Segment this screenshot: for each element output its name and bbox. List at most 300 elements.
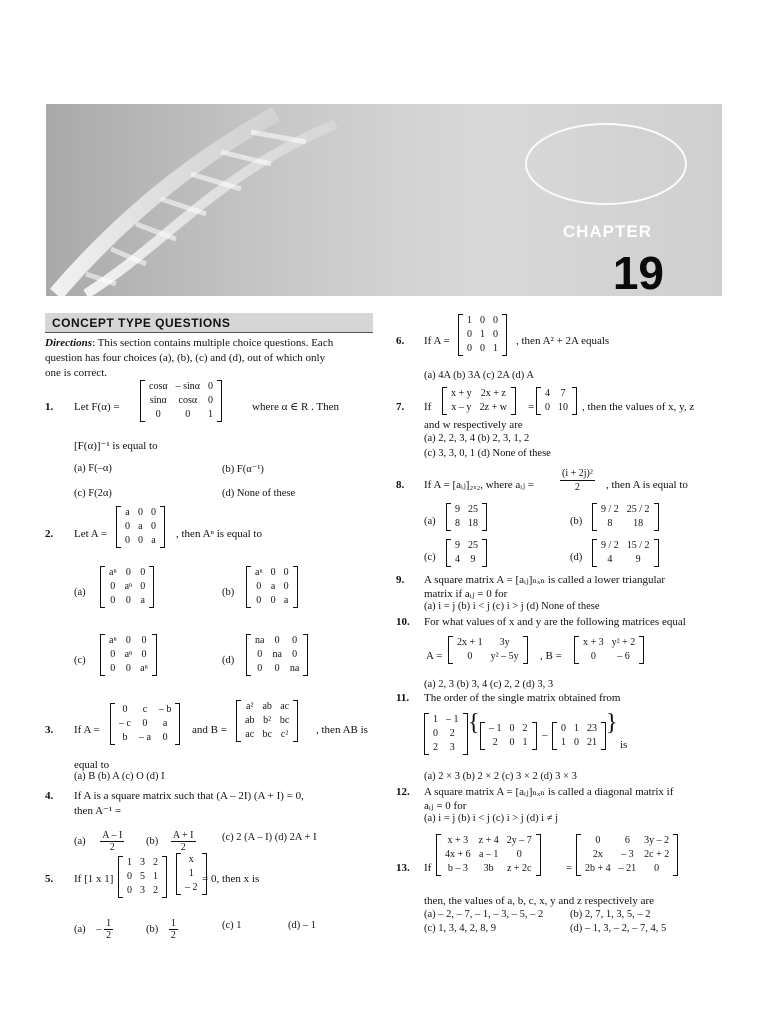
- matrix-cell: 1: [493, 343, 498, 354]
- matrix-cell: 3b: [483, 863, 494, 874]
- fraction-denominator: 2: [170, 930, 176, 941]
- q10-a-label: A =: [426, 650, 443, 662]
- matrix-cell: 0: [590, 651, 596, 662]
- matrix-row: [105, 566, 149, 580]
- matrix-row: [429, 713, 463, 727]
- matrix-cell: 0: [283, 581, 289, 592]
- matrix-row: [597, 539, 654, 553]
- q11-options: (a) 2 × 3 (b) 2 × 2 (c) 3 × 2 (d) 3 × 3: [424, 771, 577, 782]
- matrix-cell: 0: [467, 651, 473, 662]
- matrix-cell: b²: [263, 715, 272, 726]
- q8-option-b-matrix: [592, 503, 659, 531]
- matrix-table: [251, 566, 293, 608]
- matrix-cell: ac: [245, 729, 255, 740]
- q2-option-c-matrix: [100, 634, 157, 676]
- matrix-cell: 25: [468, 504, 478, 515]
- matrix-cell: 0: [110, 595, 116, 606]
- matrix-cell: c: [142, 704, 148, 715]
- matrix-cell: 18: [633, 518, 644, 529]
- matrix-cell: 3: [140, 857, 145, 868]
- matrix-cell: 1: [127, 857, 132, 868]
- matrix-cell: 2x + z: [480, 388, 506, 399]
- matrix-row: [181, 881, 202, 895]
- matrix-cell: 0: [110, 581, 116, 592]
- matrix-cell: 3: [140, 885, 145, 896]
- matrix-cell: 23: [587, 723, 597, 734]
- matrix-cell: 0: [138, 535, 143, 546]
- q7-line2: and w respectively are: [424, 419, 523, 431]
- matrix-cell: 0: [270, 567, 276, 578]
- matrix-row: [447, 387, 511, 401]
- matrix-cell: a: [162, 718, 168, 729]
- matrix-cell: 4: [545, 388, 550, 399]
- q8-option-c-matrix: [446, 539, 487, 567]
- option-a: (a): [74, 587, 86, 598]
- matrix-table: [597, 539, 654, 567]
- matrix-table: [115, 703, 175, 745]
- q2-matrix: [116, 506, 165, 548]
- matrix-table: [105, 566, 149, 608]
- matrix-table: [123, 856, 162, 898]
- matrix-row: [105, 634, 152, 648]
- q6-suffix: , then A² + 2A equals: [516, 335, 610, 347]
- matrix-cell: 0: [122, 704, 128, 715]
- question-number: 11.: [396, 692, 410, 704]
- q1-line2: [F(α)]⁻¹ is equal to: [74, 440, 158, 452]
- matrix-table: [463, 314, 502, 356]
- matrix-cell: 0: [292, 635, 298, 646]
- matrix-cell: 0: [467, 329, 472, 340]
- matrix-cell: 0: [151, 507, 156, 518]
- matrix-cell: x – y: [451, 402, 472, 413]
- option-c: (c) 1, 3, 4, 2, 8, 9: [424, 923, 497, 934]
- matrix-row: [115, 703, 175, 717]
- matrix-cell: – 21: [618, 863, 637, 874]
- matrix-row: [453, 650, 523, 664]
- matrix-cell: 2: [449, 728, 455, 739]
- matrix-cell: 0: [140, 567, 146, 578]
- matrix-cell: 2: [492, 737, 498, 748]
- directions-line2: question has four choices (a), (b), (c) and (d), out of which only: [45, 352, 326, 364]
- q6-options: (a) 4A (b) 3A (c) 2A (d) A: [424, 370, 534, 381]
- q5-matrix-1: [118, 856, 167, 898]
- matrix-row: [541, 401, 572, 415]
- matrix-table: [597, 503, 654, 531]
- q11-matrix-3: [552, 722, 606, 750]
- option-b: (b): [570, 516, 583, 527]
- matrix-row: [105, 648, 152, 662]
- matrix-cell: 2z + w: [479, 402, 507, 413]
- matrix-cell: 0: [270, 595, 276, 606]
- matrix-cell: 0: [467, 343, 472, 354]
- option-b: (b): [222, 587, 235, 598]
- q7-prefix: If: [424, 401, 432, 413]
- matrix-cell: 7: [560, 388, 566, 399]
- matrix-row: [105, 662, 152, 676]
- directions-line3: one is correct.: [45, 367, 107, 379]
- matrix-table: [181, 853, 202, 895]
- matrix-cell: z + 2c: [506, 863, 532, 874]
- matrix-cell: 0: [162, 732, 168, 743]
- q13-matrix-1: [436, 834, 541, 876]
- question-number: 2.: [45, 528, 54, 540]
- option-a-label: (a): [74, 835, 86, 847]
- option-c: (c) 1: [222, 920, 242, 931]
- option-c: (c) F(2α): [74, 488, 112, 499]
- matrix-cell: 0: [509, 723, 515, 734]
- directions-label: Directions: [45, 337, 93, 349]
- q11-matrix-1: [424, 713, 468, 755]
- matrix-cell: na: [255, 635, 265, 646]
- matrix-cell: 0: [493, 329, 498, 340]
- question-number: 3.: [45, 724, 54, 736]
- q4-line1: If A is a square matrix such that (A – 2I) (A + I) = 0,: [74, 790, 304, 802]
- q13-prefix: If: [424, 862, 432, 874]
- matrix-cell: 0: [138, 507, 143, 518]
- matrix-cell: 8: [455, 518, 460, 529]
- question-number: 12.: [396, 786, 410, 798]
- q12-options: (a) i = j (b) i < j (c) i > j (d) i ≠ j: [424, 813, 559, 824]
- question-number: 7.: [396, 401, 405, 413]
- matrix-cell: x + y: [451, 388, 472, 399]
- matrix-row: [123, 884, 162, 898]
- matrix-cell: x + 3: [447, 835, 469, 846]
- fraction-numerator: 1: [170, 918, 176, 929]
- matrix-cell: 2x + 1: [457, 637, 483, 648]
- matrix-cell: 0: [185, 409, 191, 420]
- q3-prefix: If A =: [74, 724, 100, 736]
- q8-option-d-matrix: [592, 539, 659, 567]
- matrix-row: [441, 862, 536, 876]
- option-b-label: (b): [146, 923, 159, 935]
- matrix-row: [485, 736, 532, 750]
- option-d: (d) None of these: [222, 488, 296, 499]
- q6-matrix: [458, 314, 507, 356]
- matrix-cell: x: [188, 854, 194, 865]
- matrix-row: [485, 722, 532, 736]
- matrix-table: [145, 380, 217, 422]
- matrix-cell: 1: [561, 737, 566, 748]
- matrix-cell: 0: [480, 343, 485, 354]
- matrix-row: [145, 408, 217, 422]
- matrix-cell: 0: [125, 535, 130, 546]
- matrix-row: [181, 867, 202, 881]
- matrix-cell: 0: [125, 635, 131, 646]
- option-c: (c): [74, 655, 86, 666]
- matrix-table: [241, 700, 293, 742]
- matrix-row: [579, 650, 639, 664]
- matrix-table: [447, 387, 511, 415]
- matrix-row: [463, 314, 502, 328]
- q2-prefix: Let A =: [74, 528, 108, 540]
- matrix-cell: 1: [153, 871, 158, 882]
- q3-options: (a) B (b) A (c) O (d) I: [74, 771, 165, 782]
- matrix-row: [441, 834, 536, 848]
- matrix-cell: 9: [635, 554, 641, 565]
- option-a: (a) – 2, – 7, – 1, – 3, – 5, – 2: [424, 909, 544, 920]
- matrix-cell: na: [272, 649, 282, 660]
- directions: [45, 337, 333, 350]
- matrix-cell: 2y – 7: [506, 835, 532, 846]
- matrix-cell: 4: [455, 554, 460, 565]
- question-number: 1.: [45, 401, 54, 413]
- fraction-numerator: 1: [106, 918, 112, 929]
- matrix-cell: 1: [208, 409, 213, 420]
- matrix-cell: – 1: [446, 714, 459, 725]
- matrix-table: [251, 634, 303, 676]
- matrix-row: [557, 736, 601, 750]
- matrix-row: [453, 636, 523, 650]
- fraction-denominator: 2: [106, 930, 112, 941]
- matrix-row: [581, 848, 673, 862]
- matrix-table: [105, 634, 152, 676]
- matrix-table: [485, 722, 532, 750]
- q3-mid: and B =: [192, 724, 227, 736]
- matrix-cell: 9 / 2: [601, 504, 619, 515]
- option-d: (d): [570, 552, 583, 563]
- matrix-cell: na: [289, 663, 300, 674]
- matrix-row: [241, 714, 293, 728]
- matrix-cell: sinα: [149, 395, 167, 406]
- matrix-row: [123, 870, 162, 884]
- matrix-row: [451, 503, 482, 517]
- matrix-row: [115, 717, 175, 731]
- matrix-row: [251, 662, 303, 676]
- option-a: (a) – $\frac{1}{2}$: [74, 918, 112, 941]
- matrix-cell: a: [151, 535, 156, 546]
- matrix-cell: cosα: [149, 381, 168, 392]
- matrix-cell: 1: [188, 868, 194, 879]
- matrix-cell: 0: [208, 381, 213, 392]
- matrix-cell: 0: [516, 849, 522, 860]
- q12-line2: aᵢⱼ = 0 for: [424, 800, 467, 812]
- q7-suffix: , then the values of x, y, z: [582, 401, 695, 413]
- matrix-cell: 2: [433, 742, 438, 753]
- section-heading: CONCEPT TYPE QUESTIONS: [45, 313, 373, 333]
- matrix-cell: 0: [127, 885, 132, 896]
- q10-line1: For what values of x and y are the following matrices equal: [424, 616, 686, 628]
- matrix-cell: 0: [110, 649, 116, 660]
- matrix-cell: z + 4: [478, 835, 499, 846]
- fraction-denominator: 2: [180, 842, 186, 853]
- matrix-row: [251, 580, 293, 594]
- matrix-cell: 25 / 2: [626, 504, 650, 515]
- matrix-cell: c²: [280, 729, 289, 740]
- matrix-row: [429, 727, 463, 741]
- matrix-cell: y² + 2: [611, 637, 636, 648]
- q1-suffix: where α ∈ R . Then: [252, 401, 340, 413]
- matrix-row: [441, 848, 536, 862]
- matrix-row: [115, 731, 175, 745]
- q8-suffix: , then A is equal to: [606, 479, 688, 491]
- q13-matrix-2: [576, 834, 678, 876]
- matrix-row: [579, 636, 639, 650]
- q11-suffix: is: [620, 739, 628, 751]
- matrix-cell: – 2: [185, 882, 198, 893]
- q2-suffix: , then Aⁿ is equal to: [176, 528, 262, 540]
- matrix-row: [251, 634, 303, 648]
- q2-option-a-matrix: [100, 566, 154, 608]
- matrix-cell: 0: [545, 402, 550, 413]
- matrix-cell: a: [283, 595, 289, 606]
- matrix-cell: – 1: [489, 723, 502, 734]
- matrix-row: [251, 566, 293, 580]
- matrix-table: [579, 636, 639, 664]
- matrix-cell: 0: [433, 728, 438, 739]
- matrix-cell: 9: [470, 554, 476, 565]
- matrix-row: [251, 648, 303, 662]
- matrix-cell: bc: [279, 715, 290, 726]
- q10-options: (a) 2, 3 (b) 3, 4 (c) 2, 2 (d) 3, 3: [424, 679, 554, 690]
- q9-line2: matrix if aᵢⱼ = 0 for: [424, 588, 508, 600]
- matrix-cell: aⁿ: [109, 635, 117, 646]
- matrix-cell: – 6: [617, 651, 630, 662]
- matrix-cell: 0: [208, 395, 213, 406]
- chapter-banner: [46, 104, 722, 296]
- matrix-cell: aⁿ: [124, 649, 133, 660]
- directions-line1: : This section contains multiple choice questions. Each: [92, 337, 334, 349]
- q3-suffix: , then AB is: [316, 724, 368, 736]
- matrix-cell: 2c + 2: [644, 849, 670, 860]
- fraction-numerator: A + I: [172, 830, 194, 841]
- matrix-row: [145, 380, 217, 394]
- q11-line1: The order of the single matrix obtained from: [424, 692, 621, 704]
- matrix-cell: 9: [455, 540, 460, 551]
- matrix-cell: 2b + 4: [585, 863, 611, 874]
- matrix-row: [251, 594, 293, 608]
- option-b: (b) F(α⁻¹): [222, 464, 264, 475]
- option-a-label: (a): [74, 923, 86, 935]
- question-number: 9.: [396, 574, 405, 586]
- matrix-row: [105, 594, 149, 608]
- matrix-cell: – c: [119, 718, 131, 729]
- matrix-cell: 3y – 2: [644, 835, 670, 846]
- matrix-cell: a: [138, 521, 143, 532]
- matrix-row: [597, 517, 654, 531]
- option-d: (d) – 1, 3, – 2, – 7, 4, 5: [570, 923, 667, 934]
- q1-matrix: [140, 380, 222, 422]
- matrix-row: [557, 722, 601, 736]
- q11-matrix-2: [480, 722, 537, 750]
- matrix-cell: 0: [125, 595, 131, 606]
- matrix-cell: 2: [153, 857, 158, 868]
- matrix-cell: 0: [256, 581, 262, 592]
- matrix-row: [121, 534, 160, 548]
- option-d: (d) – 1: [288, 920, 316, 931]
- matrix-cell: 15 / 2: [626, 540, 650, 551]
- matrix-cell: – a: [138, 732, 151, 743]
- fraction-denominator: 2: [574, 482, 580, 493]
- open-brace: {: [468, 710, 480, 736]
- matrix-cell: 0: [654, 863, 660, 874]
- matrix-table: [453, 636, 523, 664]
- q8-option-a-matrix: [446, 503, 487, 531]
- matrix-row: [121, 506, 160, 520]
- option-c: (c): [424, 552, 436, 563]
- matrix-cell: 0: [127, 871, 132, 882]
- matrix-cell: 0: [155, 409, 161, 420]
- matrix-row: [241, 728, 293, 742]
- matrix-cell: 3y: [499, 637, 510, 648]
- matrix-row: [429, 741, 463, 755]
- matrix-table: [441, 834, 536, 876]
- matrix-cell: 0: [595, 835, 601, 846]
- q8-fraction: [560, 467, 595, 494]
- matrix-cell: a: [125, 507, 130, 518]
- minus-sign: –: [542, 729, 548, 741]
- q5-suffix: = 0, then x is: [202, 873, 260, 885]
- matrix-cell: ab: [262, 701, 272, 712]
- matrix-cell: aⁿ: [109, 567, 117, 578]
- question-number: 10.: [396, 616, 410, 628]
- equals-sign: =: [566, 862, 573, 874]
- matrix-cell: 8: [607, 518, 613, 529]
- q7-options-ab: (a) 2, 2, 3, 4 (b) 2, 3, 1, 2: [424, 433, 530, 444]
- matrix-table: [121, 506, 160, 548]
- matrix-row: [463, 342, 502, 356]
- matrix-cell: x + 3: [583, 637, 604, 648]
- q13-line2: then, the values of a, b, c, x, y and z respectively are: [424, 895, 654, 907]
- matrix-row: [451, 539, 482, 553]
- matrix-row: [597, 553, 654, 567]
- matrix-cell: aⁿ: [140, 663, 148, 674]
- matrix-cell: 1: [574, 723, 579, 734]
- matrix-cell: 0: [274, 635, 280, 646]
- matrix-cell: a – 1: [478, 849, 499, 860]
- q5-prefix: If [1 x 1]: [74, 873, 114, 885]
- matrix-cell: a: [270, 581, 276, 592]
- q1-prefix: Let F(α) =: [74, 401, 120, 413]
- question-number: 13.: [396, 862, 410, 874]
- matrix-cell: aⁿ: [124, 581, 133, 592]
- matrix-cell: 21: [587, 737, 597, 748]
- matrix-cell: 0: [110, 663, 116, 674]
- matrix-cell: bc: [262, 729, 272, 740]
- option-b: (b) 2, 7, 1, 3, 5, – 2: [570, 909, 651, 920]
- q8-prefix: If A = [aᵢⱼ]₂ₓ₂, where aᵢⱼ =: [424, 479, 534, 491]
- matrix-cell: 4x + 6: [445, 849, 471, 860]
- matrix-cell: 0: [125, 567, 131, 578]
- q3-line2: equal to: [74, 759, 110, 771]
- q7-matrix-2: [536, 387, 577, 415]
- matrix-table: [429, 713, 463, 755]
- fraction-denominator: 2: [109, 842, 115, 853]
- matrix-cell: 0: [257, 649, 263, 660]
- matrix-cell: 2: [522, 723, 528, 734]
- q7-matrix-1: [442, 387, 516, 415]
- q2-option-b-matrix: [246, 566, 298, 608]
- matrix-cell: 18: [468, 518, 478, 529]
- matrix-cell: b – 3: [447, 863, 468, 874]
- option-a: (a) F(–α): [74, 463, 112, 474]
- matrix-cell: 1: [480, 329, 485, 340]
- matrix-cell: a: [140, 595, 145, 606]
- matrix-cell: 0: [292, 649, 298, 660]
- matrix-cell: 0: [493, 315, 498, 326]
- matrix-cell: – sinα: [175, 381, 200, 392]
- matrix-table: [541, 387, 572, 415]
- matrix-cell: 0: [257, 663, 263, 674]
- matrix-row: [451, 517, 482, 531]
- fraction-numerator: A – I: [102, 830, 123, 841]
- matrix-cell: 0: [142, 718, 148, 729]
- matrix-cell: 0: [509, 737, 515, 748]
- matrix-cell: 0: [125, 663, 131, 674]
- matrix-cell: 25: [468, 540, 478, 551]
- q10-b-label: , B =: [540, 650, 562, 662]
- q12-line1: A square matrix A = [aᵢⱼ]ₙₓₙ is called a diagonal matrix if: [424, 786, 674, 798]
- question-number: 6.: [396, 335, 405, 347]
